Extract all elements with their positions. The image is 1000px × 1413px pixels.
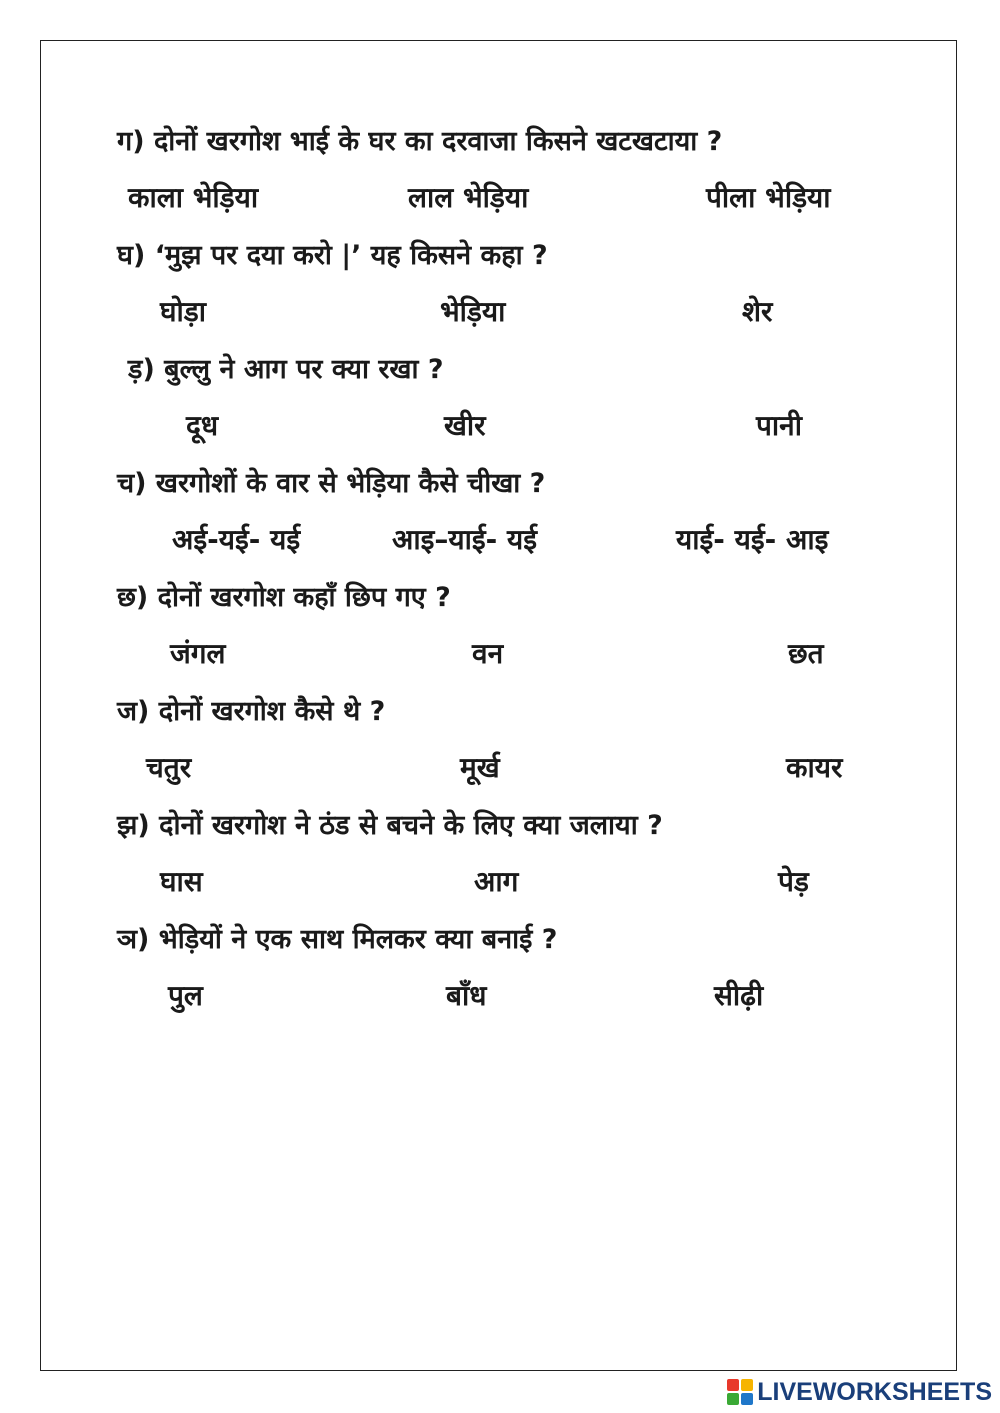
option-cha-2[interactable]: आइ–याई- यई <box>392 523 537 556</box>
option-nya-2[interactable]: बाँध <box>446 979 487 1012</box>
liveworksheets-branding <box>727 1375 992 1409</box>
liveworksheets-logo-icon <box>727 1379 753 1405</box>
option-ga-1[interactable]: काला भेड़िया <box>128 181 259 214</box>
question-cha: च) खरगोशों के वार से भेड़िया कैसे चीखा ? <box>117 468 546 499</box>
option-jha-1[interactable]: घास <box>160 865 203 898</box>
option-rra-1[interactable]: दूध <box>186 409 219 442</box>
option-gha-1[interactable]: घोड़ा <box>160 295 207 328</box>
brand-name: LIVEWORKSHEETS <box>757 1377 992 1406</box>
option-ja-2[interactable]: मूर्ख <box>460 751 500 784</box>
option-ja-1[interactable]: चतुर <box>146 751 192 784</box>
option-ja-3[interactable]: कायर <box>786 751 843 784</box>
logo-square-yellow <box>741 1379 753 1391</box>
option-chha-3[interactable]: छत <box>788 637 824 670</box>
question-chha: छ) दोनों खरगोश कहाँ छिप गए ? <box>117 582 451 613</box>
question-gha: घ) ‘मुझ पर दया करो |’ यह किसने कहा ? <box>117 240 548 271</box>
option-jha-3[interactable]: पेड़ <box>778 865 809 898</box>
question-jha: झ) दोनों खरगोश ने ठंड से बचने के लिए क्या जलाया ? <box>117 810 663 841</box>
logo-square-green <box>727 1393 739 1405</box>
option-chha-1[interactable]: जंगल <box>170 637 226 670</box>
option-rra-3[interactable]: पानी <box>756 409 802 442</box>
logo-square-blue <box>741 1393 753 1405</box>
option-nya-1[interactable]: पुल <box>168 979 203 1012</box>
option-gha-2[interactable]: भेड़िया <box>440 295 506 328</box>
option-jha-2[interactable]: आग <box>474 865 519 898</box>
question-ga: ग) दोनों खरगोश भाई के घर का दरवाजा किसने खटखटाया ? <box>117 126 723 157</box>
option-cha-3[interactable]: याई- यई- आइ <box>676 523 829 556</box>
option-rra-2[interactable]: खीर <box>444 409 486 442</box>
option-ga-2[interactable]: लाल भेड़िया <box>408 181 529 214</box>
logo-square-red <box>727 1379 739 1391</box>
option-cha-1[interactable]: अई-यई- यई <box>172 523 301 556</box>
option-ga-3[interactable]: पीला भेड़िया <box>706 181 831 214</box>
option-nya-3[interactable]: सीढ़ी <box>714 979 764 1012</box>
question-ja: ज) दोनों खरगोश कैसे थे ? <box>117 696 386 727</box>
question-nya: ञ) भेड़ियों ने एक साथ मिलकर क्या बनाई ? <box>117 924 558 955</box>
question-rra: ड़) बुल्लु ने आग पर क्या रखा ? <box>128 354 444 385</box>
option-gha-3[interactable]: शेर <box>742 295 773 328</box>
option-chha-2[interactable]: वन <box>472 637 504 670</box>
